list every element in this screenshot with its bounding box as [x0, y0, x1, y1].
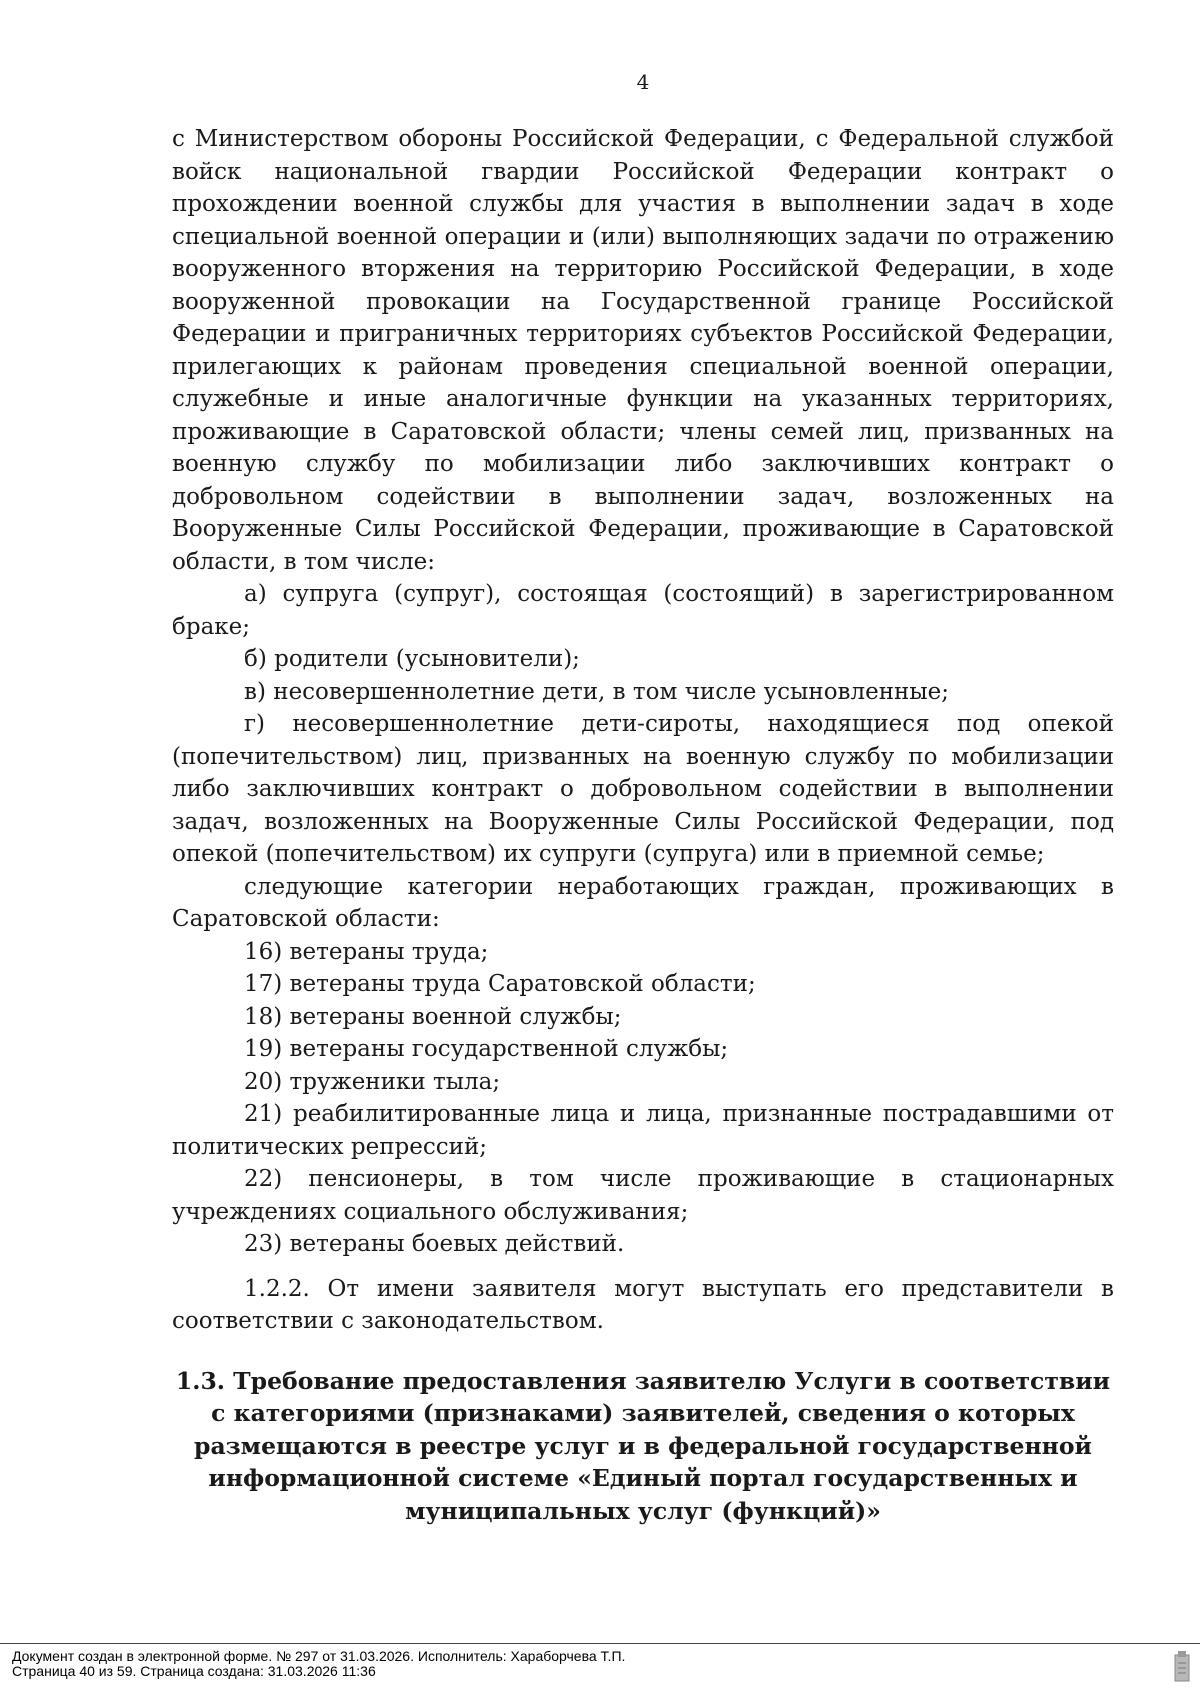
list-item-23: 23) ветераны боевых действий. — [244, 1231, 625, 1257]
list-item-16: 16) ветераны труда; — [244, 938, 489, 965]
page-number: 4 — [636, 70, 650, 94]
clause-1-2-2: 1.2.2. От имени заявителя могут выступать его представители в соответствии с законодательством. — [172, 1275, 1114, 1334]
list-item-22: 22) пенсионеры, в том числе проживающие в стационарных учреждениях социального обслуживания; — [172, 1166, 1114, 1225]
paragraph-continuation: с Министерством обороны Российской Федерации, с Федеральной службой войск национальной гвардии Российской Федерации контракт о прохождении военной службы для участия в выполнении задач в ходе специальной военной операции и (или) выполняющих задачи по отражению вооруженного вторжения на территорию Российской Федерации, в ходе вооруженной провокации на Государственной границе Российской Федерации и приграничных территориях субъектов Российской Федерации, прилегающих к районам проведения специальной военной операции, служебные и иные аналогичные функции на указанных территориях, проживающие в Саратовской области; члены семей лиц, призванных на военную службу по мобилизации либо заключивших контракт о добровольном содействии в выполнении задач, возложенных на Вооруженные Силы Российской Федерации, проживающие в Саратовской области, в том числе: — [172, 126, 1114, 575]
list-item-21: 21) реабилитированные лица и лица, признанные пострадавшими от политических репрессий; — [172, 1101, 1114, 1160]
list-item-a: а) супруга (супруг), состоящая (состоящий) в зарегистрированном браке; — [172, 581, 1114, 640]
document-stamp-icon — [1172, 1649, 1192, 1685]
footer-line-2: Страница 40 из 59. Страница создана: 31.03.2026 11:36 — [12, 1663, 376, 1679]
list-item-17: 17) ветераны труда Саратовской области; — [244, 971, 756, 997]
paragraph-categories-intro: следующие категории неработающих граждан, проживающих в Саратовской области: — [172, 873, 1114, 932]
document-body — [172, 123, 1114, 1527]
list-item-b: б) родители (усыновители); — [244, 646, 580, 672]
document-footer — [12, 1649, 625, 1679]
list-item-18: 18) ветераны военной службы; — [244, 1003, 622, 1030]
list-item-19: 19) ветераны государственной службы; — [244, 1036, 729, 1062]
list-item-v: в) несовершеннолетние дети, в том числе усыновленные; — [244, 678, 950, 705]
list-item-g: г) несовершеннолетние дети-сироты, находящиеся под опекой (попечительством) лиц, призванных на военную службу по мобилизации либо заключивших контракт о добровольном содействии в выполнении задач, возложенных на Вооруженные Силы Российской Федерации, под опекой (попечительством) их супруги (супруга) или в приемной семье; — [172, 711, 1114, 867]
footer-divider — [0, 1643, 1200, 1644]
section-heading-1-3: 1.3. Требование предоставления заявителю Услуги в соответствии с категориями (признаками) заявителей, сведения о которых размещаются в реестре услуг и в федеральной государственной информационной системе «Единый портал государственных и муниципальных услуг (функций)» — [175, 1366, 1111, 1525]
footer-line-1: Документ создан в электронной форме. № 297 от 31.03.2026. Исполнитель: Хараборчева Т.П. — [12, 1648, 626, 1664]
list-item-20: 20) труженики тыла; — [244, 1068, 501, 1095]
